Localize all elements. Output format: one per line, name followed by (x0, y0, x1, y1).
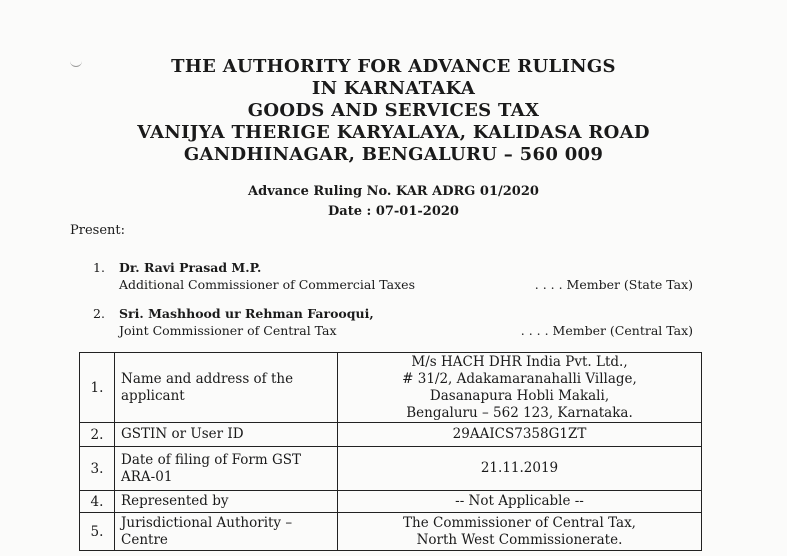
row-value (338, 353, 702, 423)
member-number: 1. (93, 260, 105, 275)
value-line: The Commissioner of Central Tax, (403, 514, 636, 531)
row-value (338, 513, 702, 551)
row-value (338, 491, 702, 513)
row-label: Name and address of the applicant (115, 353, 338, 423)
member-designation: Additional Commissioner of Commercial Taxes (119, 277, 415, 292)
value-line: M/s HACH DHR India Pvt. Ltd., (411, 353, 628, 370)
value-line: North West Commissionerate. (416, 531, 623, 548)
row-number: 4. (80, 491, 115, 513)
table-row (80, 513, 702, 551)
row-label: GSTIN or User ID (115, 423, 338, 447)
member-role: . . . . Member (State Tax) (534, 277, 693, 292)
row-number: 3. (80, 447, 115, 491)
table-row (80, 491, 702, 513)
row-value (338, 423, 702, 447)
value-line: 21.11.2019 (480, 460, 559, 476)
table-row (80, 447, 702, 491)
member-designation: Joint Commissioner of Central Tax (119, 323, 337, 338)
value-line: Dasanapura Hobli Makali, (429, 387, 610, 404)
row-number: 5. (80, 513, 115, 551)
member-role: . . . . Member (Central Tax) (520, 323, 693, 338)
row-value (338, 447, 702, 491)
table-row (80, 423, 702, 447)
row-number: 1. (80, 353, 115, 423)
authority-title: THE AUTHORITY FOR ADVANCE RULINGS (171, 56, 616, 77)
ruling-date: Date : 07-01-2020 (328, 204, 459, 219)
state-name: IN KARNATAKA (311, 78, 476, 99)
row-number: 2. (80, 423, 115, 447)
member-name: Sri. Mashhood ur Rehman Farooqui, (119, 306, 374, 321)
value-line: 29AAICS7358G1ZT (452, 426, 587, 442)
row-label: Jurisdictional Authority – Centre (115, 513, 338, 551)
address-line-1: VANIJYA THERIGE KARYALAYA, KALIDASA ROAD (137, 122, 650, 143)
value-line: # 31/2, Adakamaranahalli Village, (402, 370, 637, 387)
present-label: Present: (70, 223, 125, 238)
address-line-2: GANDHINAGAR, BENGALURU – 560 009 (183, 144, 604, 165)
row-label: Represented by (115, 491, 338, 513)
member-name: Dr. Ravi Prasad M.P. (119, 260, 262, 275)
ruling-number: Advance Ruling No. KAR ADRG 01/2020 (248, 184, 539, 199)
row-label: Date of filing of Form GST ARA-01 (115, 447, 338, 491)
table-row (80, 353, 702, 423)
tax-name: GOODS AND SERVICES TAX (247, 100, 540, 121)
value-line: Bengaluru – 562 123, Karnataka. (406, 404, 633, 421)
value-line: -- Not Applicable -- (455, 493, 584, 509)
applicant-details-table (79, 352, 702, 551)
member-number: 2. (93, 306, 105, 321)
